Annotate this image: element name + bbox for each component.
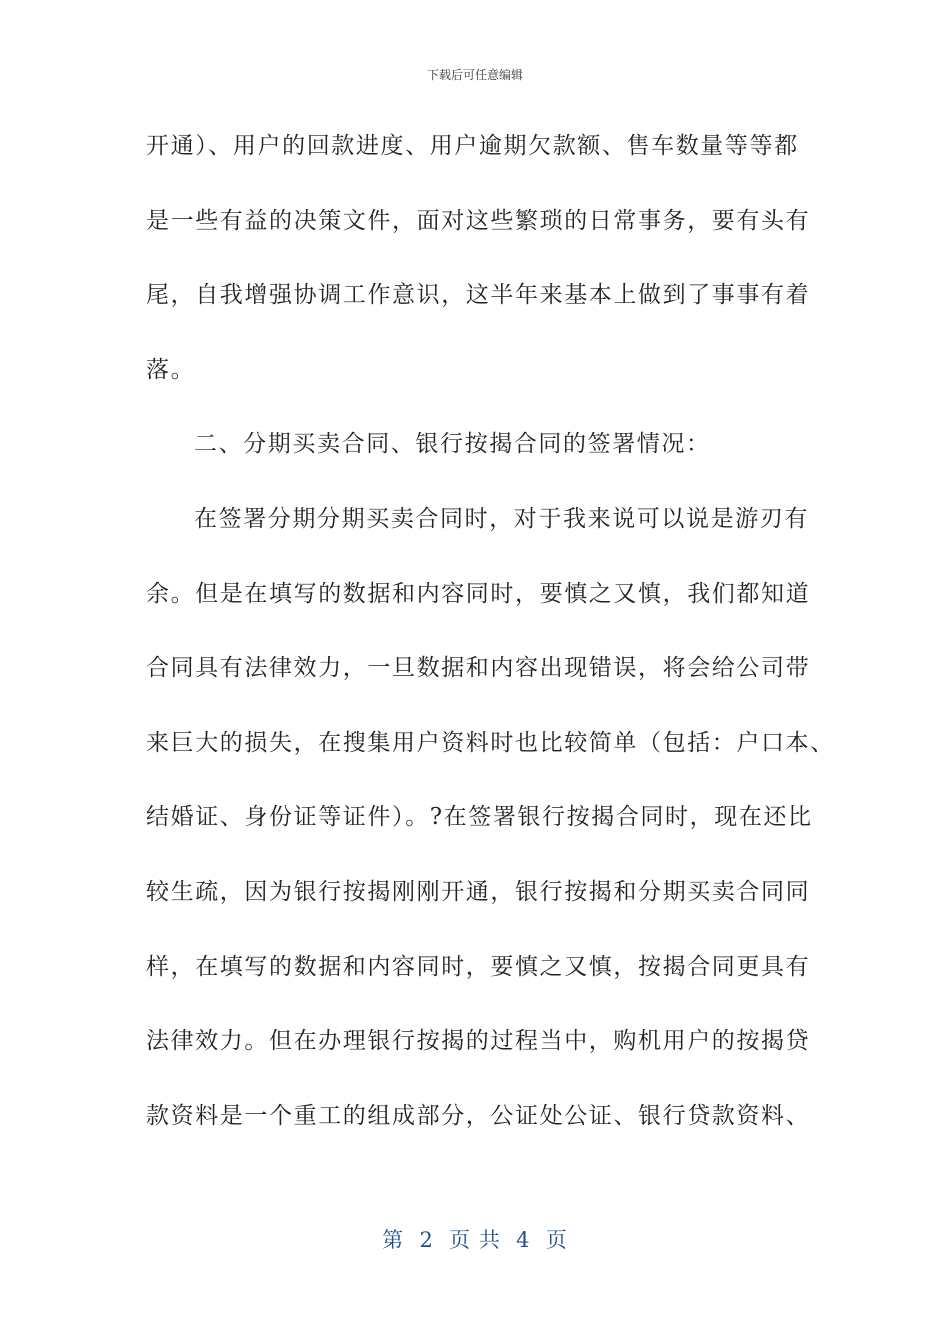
- body-line: 较生疏，因为银行按揭刚刚开通，银行按揭和分期买卖合同同: [146, 878, 811, 905]
- body-line: 尾，自我增强协调工作意识，这半年来基本上做到了事事有着: [146, 282, 811, 309]
- body-line: 样，在填写的数据和内容同时，要慎之又慎，按揭合同更具有: [146, 953, 811, 980]
- body-line: 余。但是在填写的数据和内容同时，要慎之又慎，我们都知道: [146, 580, 811, 607]
- body-line: 来巨大的损失，在搜集用户资料时也比较简单（包括：户口本、: [146, 729, 835, 756]
- document-body: [146, 120, 835, 1164]
- body-line: 结婚证、身份证等证件）。?在签署银行按揭合同时，现在还比: [146, 804, 813, 831]
- body-line: 落。: [146, 356, 196, 383]
- body-line: 开通）、用户的回款进度、用户逾期欠款额、售车数量等等都: [146, 133, 799, 159]
- body-line: 是一些有益的决策文件，面对这些繁琐的日常事务，要有头有: [146, 207, 811, 234]
- body-line: 法律效力。但在办理银行按揭的过程当中，购机用户的按揭贷: [146, 1028, 811, 1055]
- section-heading: 二、分期买卖合同、银行按揭合同的签署情况：: [194, 431, 711, 458]
- body-line: 合同具有法律效力，一旦数据和内容出现错误，将会给公司带: [146, 655, 811, 682]
- header-note: 下载后可任意编辑: [426, 68, 523, 82]
- body-line: 款资料是一个重工的组成部分，公证处公证、银行贷款资料、: [146, 1102, 811, 1129]
- page-number-label: 第 2 页 共 4 页: [382, 1228, 568, 1252]
- page-footer: [0, 1224, 950, 1254]
- body-line: 在签署分期分期买卖合同时，对于我来说可以说是游刃有: [194, 505, 809, 532]
